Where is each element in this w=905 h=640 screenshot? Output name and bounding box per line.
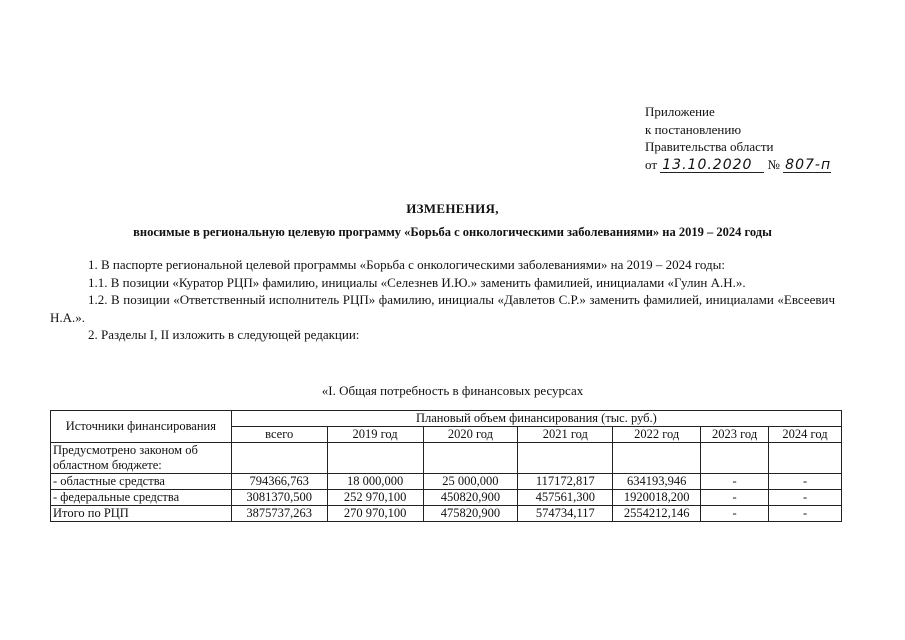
cell: 457561,300: [518, 490, 613, 506]
cell: [231, 443, 327, 474]
table-row: [51, 490, 842, 506]
paragraph: 1.1. В позиции «Куратор РЦП» фамилию, инициалы «Селезнев И.Ю.» заменить фамилией, инициалами «Гулин А.Н.».: [88, 274, 746, 290]
cell: 270 970,100: [327, 506, 423, 522]
row-label: - федеральные средства: [51, 490, 232, 506]
cell: [423, 443, 518, 474]
document-subtitle: вносимые в региональную целевую программу «Борьба с онкологическими заболеваниями» на 2019 – 2024 годы: [133, 225, 772, 239]
cell: 794366,763: [231, 474, 327, 490]
column-header: 2020 год: [423, 427, 518, 443]
cell: -: [701, 490, 769, 506]
table-header-row: [51, 411, 842, 427]
appendix-line-3: Правительства области: [645, 139, 774, 154]
cell: -: [701, 474, 769, 490]
document-title: ИЗМЕНЕНИЯ,: [406, 201, 499, 216]
paragraph: 2. Разделы I, II изложить в следующей редакции:: [88, 327, 360, 342]
column-header: 2019 год: [327, 427, 423, 443]
appendix-line-2: к постановлению: [645, 121, 742, 137]
appendix-from-label: от: [645, 156, 658, 172]
financing-table: [50, 410, 842, 522]
cell: 475820,900: [423, 506, 518, 522]
cell: 25 000,000: [423, 474, 518, 490]
column-header: 2024 год: [769, 427, 842, 443]
section-heading: «I. Общая потребность в финансовых ресурсах: [321, 383, 584, 398]
row-label: - областные средства: [51, 474, 232, 490]
table-row: [51, 506, 842, 522]
column-header: 2022 год: [613, 427, 701, 443]
column-header: 2021 год: [518, 427, 613, 443]
row-label: Итого по РЦП: [51, 506, 232, 522]
appendix-line-4: [645, 156, 831, 174]
cell: [701, 443, 769, 474]
appendix-number-label: №: [767, 156, 780, 172]
cell: 3081370,500: [231, 490, 327, 506]
cell: [613, 443, 701, 474]
cell: 634193,946: [613, 474, 701, 490]
cell: 574734,117: [518, 506, 613, 522]
column-header: всего: [231, 427, 327, 443]
cell: 3875737,263: [231, 506, 327, 522]
table-row: [51, 443, 842, 474]
column-header: 2023 год: [701, 427, 769, 443]
cell: 117172,817: [518, 474, 613, 490]
cell: -: [769, 474, 842, 490]
source-header: Источники финансирования: [51, 411, 232, 443]
cell: 2554212,146: [613, 506, 701, 522]
cell: 18 000,000: [327, 474, 423, 490]
cell: 450820,900: [423, 490, 518, 506]
paragraph: 1. В паспорте региональной целевой программы «Борьба с онкологическими заболеваниями» на 2019 – 2024 годы:: [88, 257, 725, 272]
cell: [769, 443, 842, 474]
appendix-block: [645, 103, 831, 173]
handwritten-date: 13.10.2020: [660, 158, 764, 173]
paragraph: 1.2. В позиции «Ответственный исполнитель РЦП» фамилию, инициалы «Давлетов С.Р.» заменить фамилией, инициалами «Евсеевич Н.А.».: [50, 292, 835, 325]
cell: -: [769, 490, 842, 506]
cell: -: [701, 506, 769, 522]
cell: -: [769, 506, 842, 522]
cell: 252 970,100: [327, 490, 423, 506]
appendix-line-1: Приложение: [645, 104, 715, 119]
row-label: Предусмотрено законом об областном бюджете:: [51, 443, 232, 474]
table-row: [51, 474, 842, 490]
cell: [518, 443, 613, 474]
cell: [327, 443, 423, 474]
plan-header: Плановый объем финансирования (тыс. руб.): [231, 411, 841, 427]
handwritten-number: 807-п: [785, 156, 832, 173]
document-body: [50, 256, 835, 344]
cell: 1920018,200: [613, 490, 701, 506]
